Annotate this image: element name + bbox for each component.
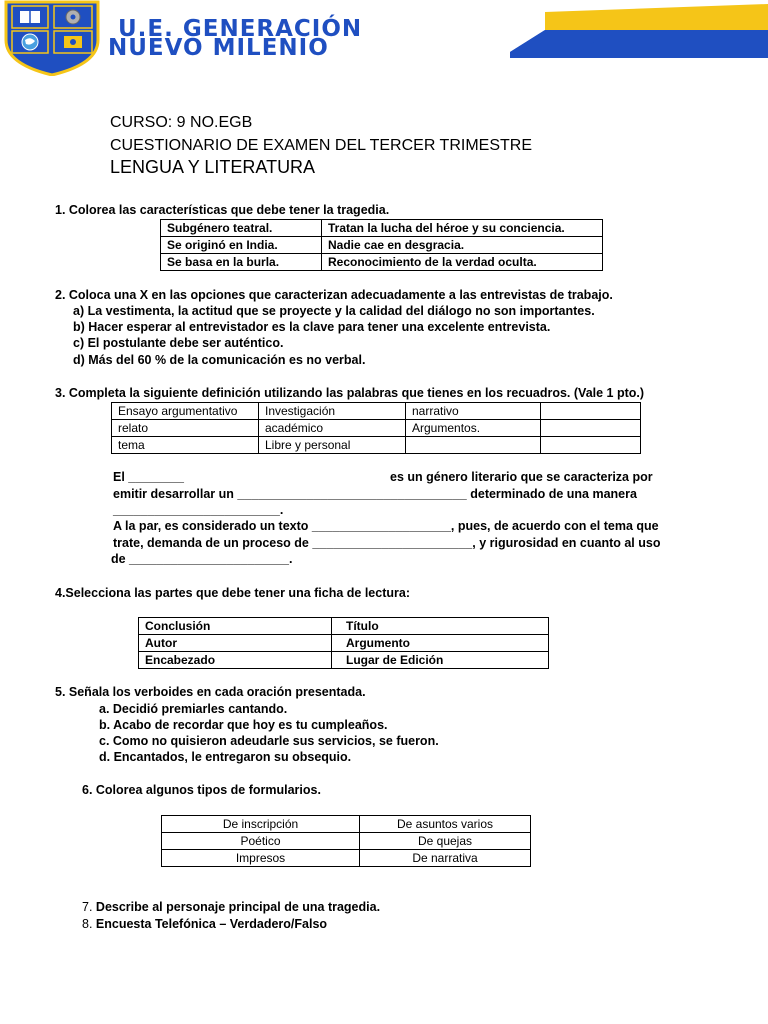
question-5: 5. Señala los verboides en cada oración presentada. — [55, 685, 366, 699]
table-cell: académico — [259, 420, 406, 437]
question-text: Describe al personaje principal de una tragedia. — [95, 900, 381, 914]
table-cell[interactable]: Argumento — [332, 635, 549, 652]
table-cell[interactable]: De asuntos varios — [360, 816, 531, 833]
q5-option[interactable]: a. Decidió premiarles cantando. — [99, 702, 288, 716]
table-cell[interactable]: Poético — [162, 833, 360, 850]
table-cell[interactable]: Se originó en India. — [161, 237, 322, 254]
table-row — [161, 220, 603, 237]
question-7 — [82, 900, 380, 914]
q2-option[interactable]: c) El postulante debe ser auténtico. — [73, 336, 284, 350]
table-cell[interactable]: Conclusión — [139, 618, 332, 635]
table-cell[interactable]: Subgénero teatral. — [161, 220, 322, 237]
table-cell: narrativo — [406, 403, 541, 420]
question-4: 4.Selecciona las partes que debe tener una ficha de lectura: — [55, 586, 410, 600]
question-2: 2. Coloca una X en las opciones que caracterizan adecuadamente a las entrevistas de trabajo. — [55, 288, 613, 302]
q3-line: El ________ — [113, 470, 184, 484]
exam-title: CUESTIONARIO DE EXAMEN DEL TERCER TRIMESTRE — [110, 137, 532, 154]
q3-word-table — [111, 402, 641, 454]
table-cell — [406, 437, 541, 454]
question-number: 7. — [82, 900, 93, 914]
q3-line: de _______________________. — [111, 552, 293, 566]
table-row — [112, 403, 641, 420]
table-cell — [541, 403, 641, 420]
table-row — [162, 833, 531, 850]
q3-line: trate, demanda de un proceso de _______________________, y rigurosidad en cuanto al uso — [113, 536, 661, 550]
table-cell: tema — [112, 437, 259, 454]
q5-option[interactable]: d. Encantados, le entregaron su obsequio. — [99, 750, 352, 764]
school-crest-icon — [2, 0, 102, 76]
school-name-line2: NUEVO MILENIO — [108, 35, 329, 61]
q5-option[interactable]: c. Como no quisieron adeudarle sus servicios, se fueron. — [99, 734, 439, 748]
q4-table — [138, 617, 549, 669]
question-3: 3. Completa la siguiente definición utilizando las palabras que tienes en los recuadros. (Vale 1 pto.) — [55, 386, 645, 400]
header-stripes-decoration — [450, 0, 768, 60]
table-cell[interactable]: Impresos — [162, 850, 360, 867]
table-cell — [541, 420, 641, 437]
table-row — [139, 618, 549, 635]
table-cell[interactable]: Tratan la lucha del héroe y su conciencia. — [322, 220, 603, 237]
question-number: 8. — [82, 917, 93, 931]
table-row — [162, 816, 531, 833]
table-cell: Argumentos. — [406, 420, 541, 437]
table-row — [161, 237, 603, 254]
table-cell[interactable]: De quejas — [360, 833, 531, 850]
question-1: 1. Colorea las características que debe tener la tragedia. — [55, 203, 390, 217]
table-cell: relato — [112, 420, 259, 437]
table-cell[interactable]: De inscripción — [162, 816, 360, 833]
question-text: Encuesta Telefónica – Verdadero/Falso — [95, 917, 328, 931]
table-row — [112, 420, 641, 437]
q1-table — [160, 219, 603, 271]
table-cell — [541, 437, 641, 454]
q3-line: ________________________. — [113, 503, 284, 517]
table-cell[interactable]: Autor — [139, 635, 332, 652]
table-row — [139, 635, 549, 652]
table-cell[interactable]: Lugar de Edición — [332, 652, 549, 669]
question-8 — [82, 917, 327, 931]
subject-title: LENGUA Y LITERATURA — [110, 157, 316, 177]
table-cell: Ensayo argumentativo — [112, 403, 259, 420]
q2-option[interactable]: d) Más del 60 % de la comunicación es no verbal. — [73, 353, 366, 367]
header — [0, 0, 768, 70]
table-cell[interactable]: Nadie cae en desgracia. — [322, 237, 603, 254]
table-cell: Libre y personal — [259, 437, 406, 454]
q3-line: emitir desarrollar un _________________________________ determinado de una manera — [113, 487, 637, 501]
q2-option[interactable]: a) La vestimenta, la actitud que se proyecte y la calidad del diálogo no son importantes. — [73, 304, 595, 318]
table-row — [162, 850, 531, 867]
table-cell[interactable]: Se basa en la burla. — [161, 254, 322, 271]
q5-option[interactable]: b. Acabo de recordar que hoy es tu cumpleaños. — [99, 718, 388, 732]
q6-table — [161, 815, 531, 867]
question-6: 6. Colorea algunos tipos de formularios. — [82, 783, 321, 797]
table-row — [112, 437, 641, 454]
course-label: CURSO: 9 NO.EGB — [110, 114, 253, 131]
q3-line: es un género literario que se caracteriza por — [390, 470, 653, 484]
school-name-line1: U.E. GENERACIÓN — [118, 16, 363, 42]
table-row — [139, 652, 549, 669]
table-row — [161, 254, 603, 271]
table-cell[interactable]: Reconocimiento de la verdad oculta. — [322, 254, 603, 271]
q3-line: A la par, es considerado un texto ____________________, pues, de acuerdo con el tema que — [113, 519, 659, 533]
table-cell[interactable]: Encabezado — [139, 652, 332, 669]
q2-option[interactable]: b) Hacer esperar al entrevistador es la clave para tener una excelente entrevista. — [73, 320, 551, 334]
table-cell[interactable]: De narrativa — [360, 850, 531, 867]
table-cell[interactable]: Título — [332, 618, 549, 635]
table-cell: Investigación — [259, 403, 406, 420]
